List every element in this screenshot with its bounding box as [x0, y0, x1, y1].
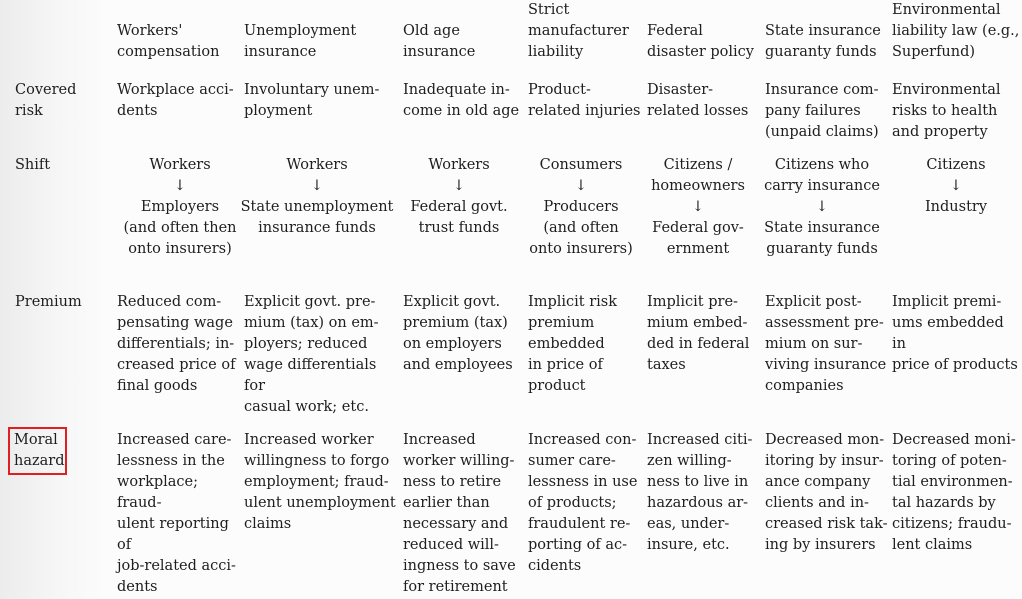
table-cell: Explicit govt. pre- mium (tax) on em- ployers; reduced wage differentials for casual work; etc. [244, 294, 379, 415]
column-header: Strict manufacturer liability [528, 2, 629, 60]
table-cell: Citizens who carry insurance ↓ State insurance guaranty funds [764, 157, 880, 257]
table-cell: Product- related injuries [528, 82, 641, 119]
table-cell: Decreased mon- itoring by insur- ance company clients and in- creased risk tak- ing by insurers [765, 432, 888, 553]
table-cell: Increased worker willingness to forgo employment; fraud- ulent unemployment claims [244, 432, 396, 532]
table-cell: Consumers ↓ Producers (and often onto insurers) [529, 157, 633, 257]
table-cell: Increased citi- zen willing- ness to live in hazardous ar- eas, under- insure, etc. [647, 432, 753, 553]
row-label: Covered risk [15, 82, 77, 119]
table-cell: Increased con- sumer care- lessness in use of products; fraudulent re- porting of ac- cidents [528, 432, 638, 574]
table-cell: Implicit pre- mium embed- ded in federal taxes [647, 294, 750, 373]
table-cell: Inadequate in- come in old age [403, 82, 520, 119]
row-label: Moral hazard [14, 432, 65, 469]
table-cell: Increased care- lessness in the workplace; fraud- ulent reporting of job-related acci- dents [117, 432, 236, 595]
column-header: Old age insurance [403, 23, 476, 60]
table-cell: Explicit post- assessment pre- mium on sur- viving insurance companies [765, 294, 887, 394]
table-cell: Increased worker willing- ness to retire earlier than necessary and reduced will- ingness to save for retirement [403, 432, 516, 595]
table-cell: Citizens ↓ Industry [924, 157, 988, 215]
row-label: Shift [15, 157, 51, 173]
table-cell: Disaster- related losses [647, 82, 749, 119]
column-header: Environmental liability law (e.g., Superfund) [892, 2, 1020, 60]
table-cell: Reduced com- pensating wage differentials; in- creased price of final goods [117, 294, 236, 394]
column-header: State insurance guaranty funds [765, 23, 881, 60]
table-cell: Environmental risks to health and property [892, 82, 1001, 140]
row-label: Premium [15, 294, 82, 310]
table-cell: Involuntary unem- ployment [244, 82, 380, 119]
column-header: Unemployment insurance [244, 23, 357, 60]
table-cell: Decreased moni- toring of poten- tial environmen- tal hazards by citizens; fraudu- lent claims [892, 432, 1016, 553]
table-cell: Workplace acci- dents [117, 82, 234, 119]
table-cell: Implicit risk premium embedded in price of product [528, 294, 618, 394]
table-cell: Workers ↓ Employers (and often then onto insurers) [123, 157, 237, 257]
column-header: Federal disaster policy [647, 23, 754, 60]
table-cell: Explicit govt. premium (tax) on employers and employees [403, 294, 513, 373]
table-cell: Insurance com- pany failures (unpaid claims) [765, 82, 879, 140]
table-cell: Workers ↓ Federal govt. trust funds [410, 157, 508, 236]
column-header: Workers' compensation [117, 23, 220, 60]
table-cell: Workers ↓ State unemployment insurance funds [240, 157, 394, 236]
table-cell: Citizens / homeowners ↓ Federal gov- ernment [651, 157, 745, 257]
table-cell: Implicit premi- ums embedded in price of products [892, 294, 1018, 373]
